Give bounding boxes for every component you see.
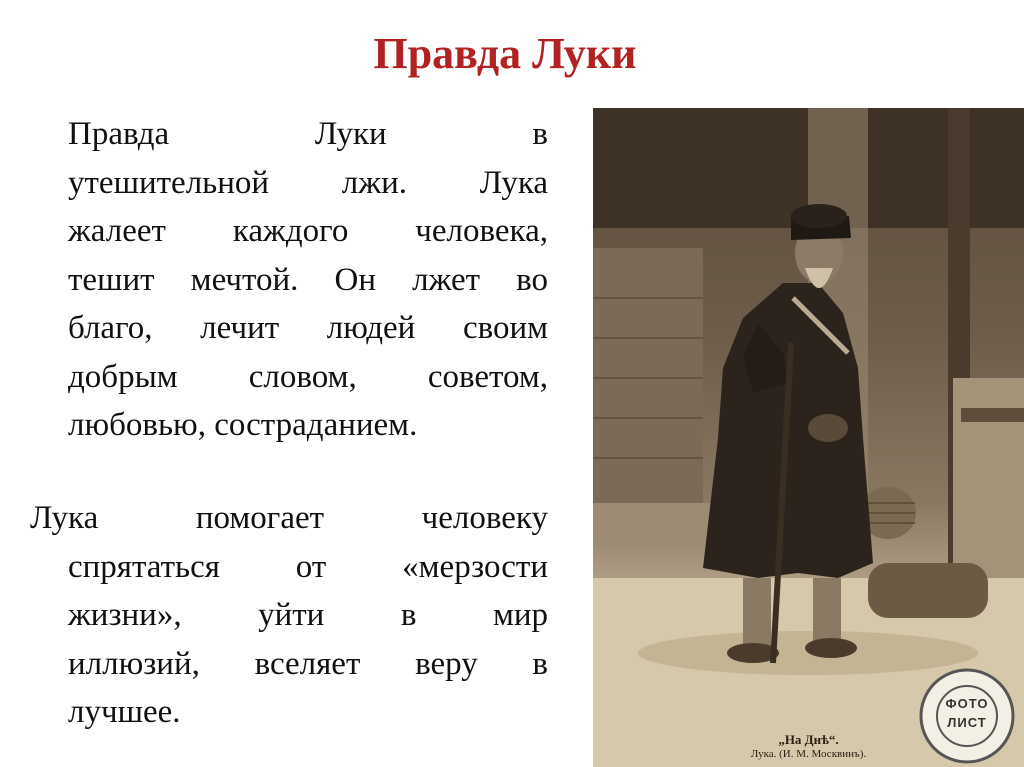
slide-title: Правда Луки — [373, 29, 637, 78]
stamp-text-bottom: ЛИСТ — [947, 715, 987, 730]
text-line: добрым словом, советом, — [68, 358, 548, 395]
text-line: лучшее. — [68, 694, 181, 730]
text-line: тешит мечтой. Он лжет во — [68, 261, 548, 298]
paragraph-luka-helps — [30, 494, 548, 737]
caption-title: „На Днѣ“. — [778, 732, 839, 747]
caption-subtitle: Лука. (И. М. Москвинъ). — [750, 748, 867, 760]
text-line: Лука помогает человеку — [30, 500, 548, 536]
text-line: иллюзий, вселяет веру в — [68, 645, 548, 682]
text-line: благо, лечит людей своим — [68, 310, 548, 346]
text-line: Правда Луки в — [68, 116, 548, 152]
text-line: жизни», уйти в мир — [68, 597, 548, 633]
text-line: утешительной лжи. Лука — [68, 164, 548, 201]
photo-caption — [593, 733, 1024, 761]
text-line: жалеет каждого человека, — [68, 213, 548, 249]
paragraph-luka-truth — [68, 110, 548, 450]
text-line: спрятаться от «мерзости — [68, 548, 548, 585]
photo-luka-moskvin — [593, 108, 1024, 767]
text-line: любовью, состраданием. — [68, 407, 418, 443]
stamp-text-top: ФОТО — [945, 696, 989, 711]
